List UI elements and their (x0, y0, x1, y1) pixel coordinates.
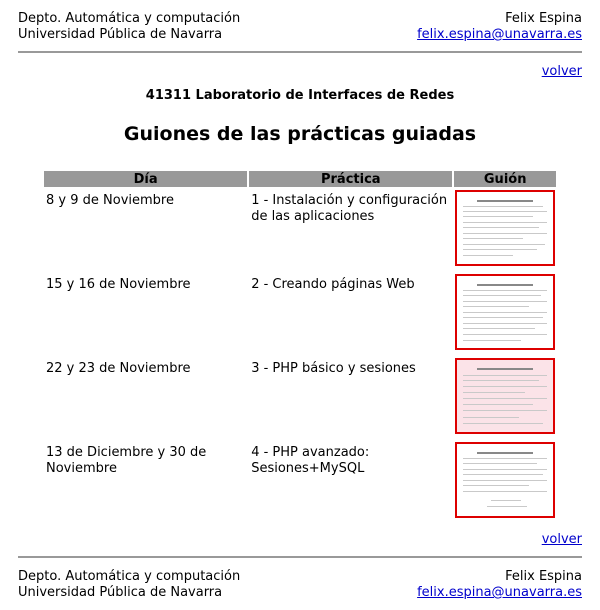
row-practica: 1 - Instalación y configuración de las aplicaciones (251, 193, 448, 224)
author-email-link[interactable]: felix.espina@unavarra.es (417, 585, 582, 600)
author-email-link[interactable]: felix.espina@unavarra.es (417, 27, 582, 42)
guion-thumbnail-3[interactable] (455, 358, 555, 434)
guion-thumbnail-1[interactable] (455, 190, 555, 266)
guion-thumbnail-4[interactable] (455, 442, 555, 518)
table-row (44, 273, 556, 355)
row-practica: 3 - PHP básico y sesiones (251, 361, 416, 376)
department-name: Depto. Automática y computación (18, 11, 241, 26)
table-row (44, 441, 556, 523)
author-name: Felix Espina (505, 11, 582, 26)
volver-link-bottom[interactable]: volver (541, 532, 582, 547)
row-dia: 22 y 23 de Noviembre (46, 361, 191, 376)
table-row (44, 189, 556, 271)
university-name: Universidad Pública de Navarra (18, 27, 223, 42)
volver-link-top[interactable]: volver (541, 64, 582, 79)
university-name: Universidad Pública de Navarra (18, 585, 223, 600)
row-dia: 8 y 9 de Noviembre (46, 193, 174, 208)
header-divider (18, 51, 582, 53)
course-name: 41311 Laboratorio de Interfaces de Redes (145, 88, 455, 103)
guion-thumbnail-2[interactable] (455, 274, 555, 350)
author-name: Felix Espina (505, 569, 582, 584)
column-header-practica: Práctica (249, 171, 452, 187)
row-dia: 15 y 16 de Noviembre (46, 277, 191, 292)
column-header-guion: Guión (454, 171, 556, 187)
table-header-row (44, 171, 556, 187)
page-title: Guiones de las prácticas guiadas (123, 123, 477, 145)
row-dia: 13 de Diciembre y 30 de Noviembre (46, 445, 207, 476)
department-name: Depto. Automática y computación (18, 569, 241, 584)
row-practica: 4 - PHP avanzado: Sesiones+MySQL (251, 445, 370, 476)
practicas-table (42, 169, 558, 525)
column-header-dia: Día (44, 171, 247, 187)
table-row (44, 357, 556, 439)
row-practica: 2 - Creando páginas Web (251, 277, 415, 292)
footer-divider (18, 556, 582, 558)
